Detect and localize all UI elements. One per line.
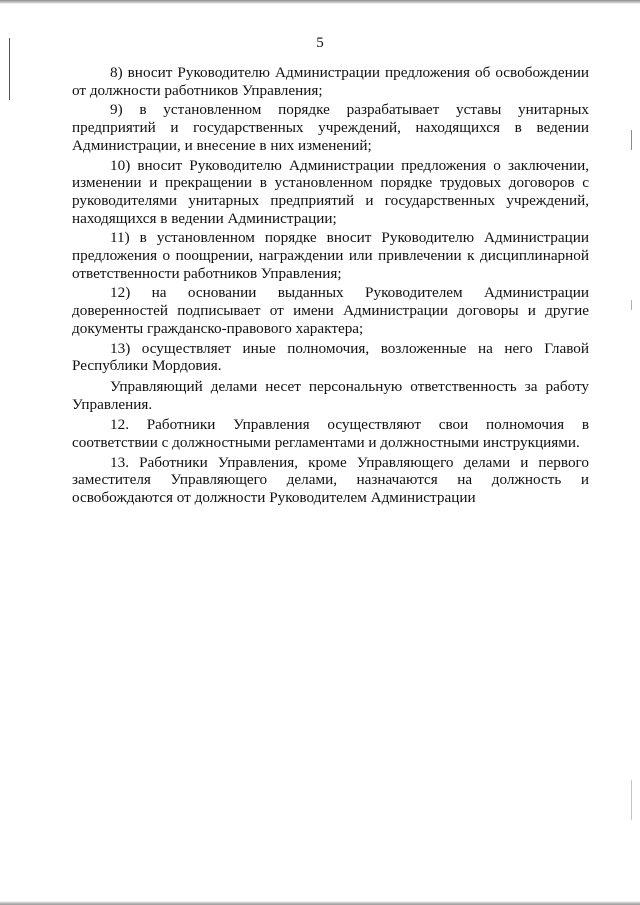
scan-right-mark	[631, 300, 632, 310]
paragraph-item-9: 9) в установленном порядке разрабатывает уставы унитарных предприятий и государственных учреждений, находящихся в ведении Администрации, и внесение в них изменений;	[72, 101, 589, 154]
paragraph-item-13: 13) осуществляет иные полномочия, возложенные на него Главой Республики Мордовия.	[72, 339, 589, 375]
paragraph-item-12: 12) на основании выданных Руководителем Администрации доверенностей подписывает от имени Администрации договоры и другие документы гражданско-правового характера;	[72, 284, 589, 337]
paragraph-responsibility: Управляющий делами несет персональную ответственность за работу Управления.	[72, 377, 589, 413]
scan-bottom-edge	[0, 901, 640, 905]
scan-right-mark	[631, 130, 632, 150]
paragraph-item-8: 8) вносит Руководителю Администрации предложения об освобождении от должности работников Управления;	[72, 64, 589, 99]
paragraph-section-12: 12. Работники Управления осуществляют свои полномочия в соответствии с должностными регламентами и должностными инструкциями.	[72, 416, 589, 452]
page-number: 5	[316, 35, 324, 51]
scan-top-edge	[0, 0, 640, 4]
paragraph-item-11: 11) в установленном порядке вносит Руководителю Администрации предложения о поощрении, награждении или привлечении к дисциплинарной ответственности работников Управления;	[72, 229, 589, 282]
paragraph-section-13: 13. Работники Управления, кроме Управляющего делами и первого заместителя Управляющего делами, назначаются на должность и освобождаются от должности Руководителем Администрации	[72, 453, 589, 507]
paragraph-item-10: 10) вносит Руководителю Администрации предложения о заключении, изменении и прекращении в установленном порядке трудовых договоров с руководителями унитарных предприятий и государственных учреждений, находящихся в ведении Администрации;	[72, 156, 589, 227]
document-body	[72, 64, 589, 509]
scan-right-mark	[631, 780, 632, 820]
